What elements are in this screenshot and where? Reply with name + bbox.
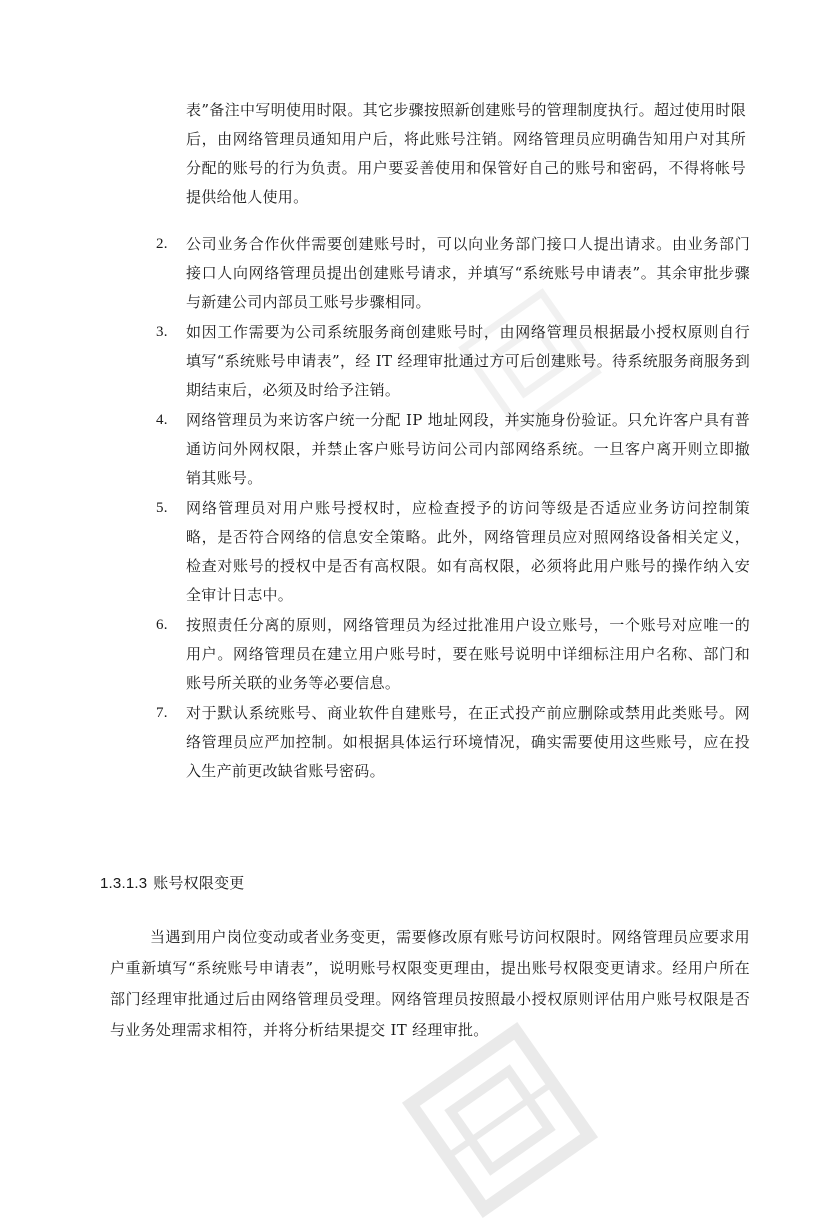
- list-item: [150, 406, 750, 493]
- list-item: [150, 318, 750, 405]
- continued-paragraph: 表”备注中写明使用时限。其它步骤按照新创建账号的管理制度执行。超过使用时限后，由网络管理员通知用户后，将此账号注销。网络管理员应明确告知用户对其所分配的账号的行为负责。用户要妥善使用和保管好自己的账号和密码，不得将帐号提供给他人使用。: [186, 101, 746, 206]
- numbered-list: [150, 230, 750, 787]
- section-title: 账号权限变更: [153, 875, 245, 892]
- list-item-text: 按照责任分离的原则，网络管理员为经过批准用户设立账号，一个账号对应唯一的用户。网络管理员在建立用户账号时，要在账号说明中详细标注用户名称、部门和账号所关联的业务等必要信息。: [186, 616, 750, 692]
- list-item-text: 网络管理员对用户账号授权时，应检查授予的访问等级是否适应业务访问控制策略，是否符合网络的信息安全策略。此外，网络管理员应对照网络设备相关定义，检查对账号的授权中是否有高权限。如有高权限，必须将此用户账号的操作纳入安全审计日志中。: [186, 499, 750, 604]
- list-item: [150, 230, 750, 317]
- section-body-paragraph: 当遇到用户岗位变动或者业务变更，需要修改原有账号访问权限时。网络管理员应要求用户重新填写“系统账号申请表”，说明账号权限变更理由，提出账号权限变更请求。经用户所在部门经理审批通过后由网络管理员受理。网络管理员按照最小授权原则评估用户账号权限是否与业务处理需求相符，并将分析结果提交 IT 经理审批。: [110, 928, 750, 1039]
- list-item: [150, 611, 750, 698]
- list-item-text: 对于默认系统账号、商业软件自建账号，在正式投产前应删除或禁用此类账号。网络管理员应严加控制。如根据具体运行环境情况，确实需要使用这些账号，应在投入生产前更改缺省账号密码。: [186, 704, 750, 780]
- list-item-number: 2.: [156, 236, 168, 252]
- list-item-text: 网络管理员为来访客户统一分配 IP 地址网段，并实施身份验证。只允许客户具有普通访问外网权限，并禁止客户账号访问公司内部网络系统。一旦客户离开则立即撤销其账号。: [186, 411, 750, 487]
- list-item: [150, 494, 750, 610]
- list-item-number: 4.: [156, 412, 168, 428]
- section-number: 1.3.1.3: [100, 875, 148, 892]
- list-item-text: 公司业务合作伙伴需要创建账号时，可以向业务部门接口人提出请求。由业务部门接口人向网络管理员提出创建账号请求，并填写“系统账号申请表”。其余审批步骤与新建公司内部员工账号步骤相同。: [186, 235, 750, 311]
- list-item-number: 6.: [156, 617, 168, 633]
- list-item-number: 5.: [156, 500, 168, 516]
- list-item: [150, 699, 750, 786]
- list-item-text: 如因工作需要为公司系统服务商创建账号时，由网络管理员根据最小授权原则自行填写“系统账号申请表”，经 IT 经理审批通过方可后创建账号。待系统服务商服务到期结束后，必须及时给予注销。: [186, 323, 750, 399]
- list-item-number: 3.: [156, 324, 168, 340]
- list-item-number: 7.: [156, 705, 168, 721]
- section-heading: [100, 872, 244, 893]
